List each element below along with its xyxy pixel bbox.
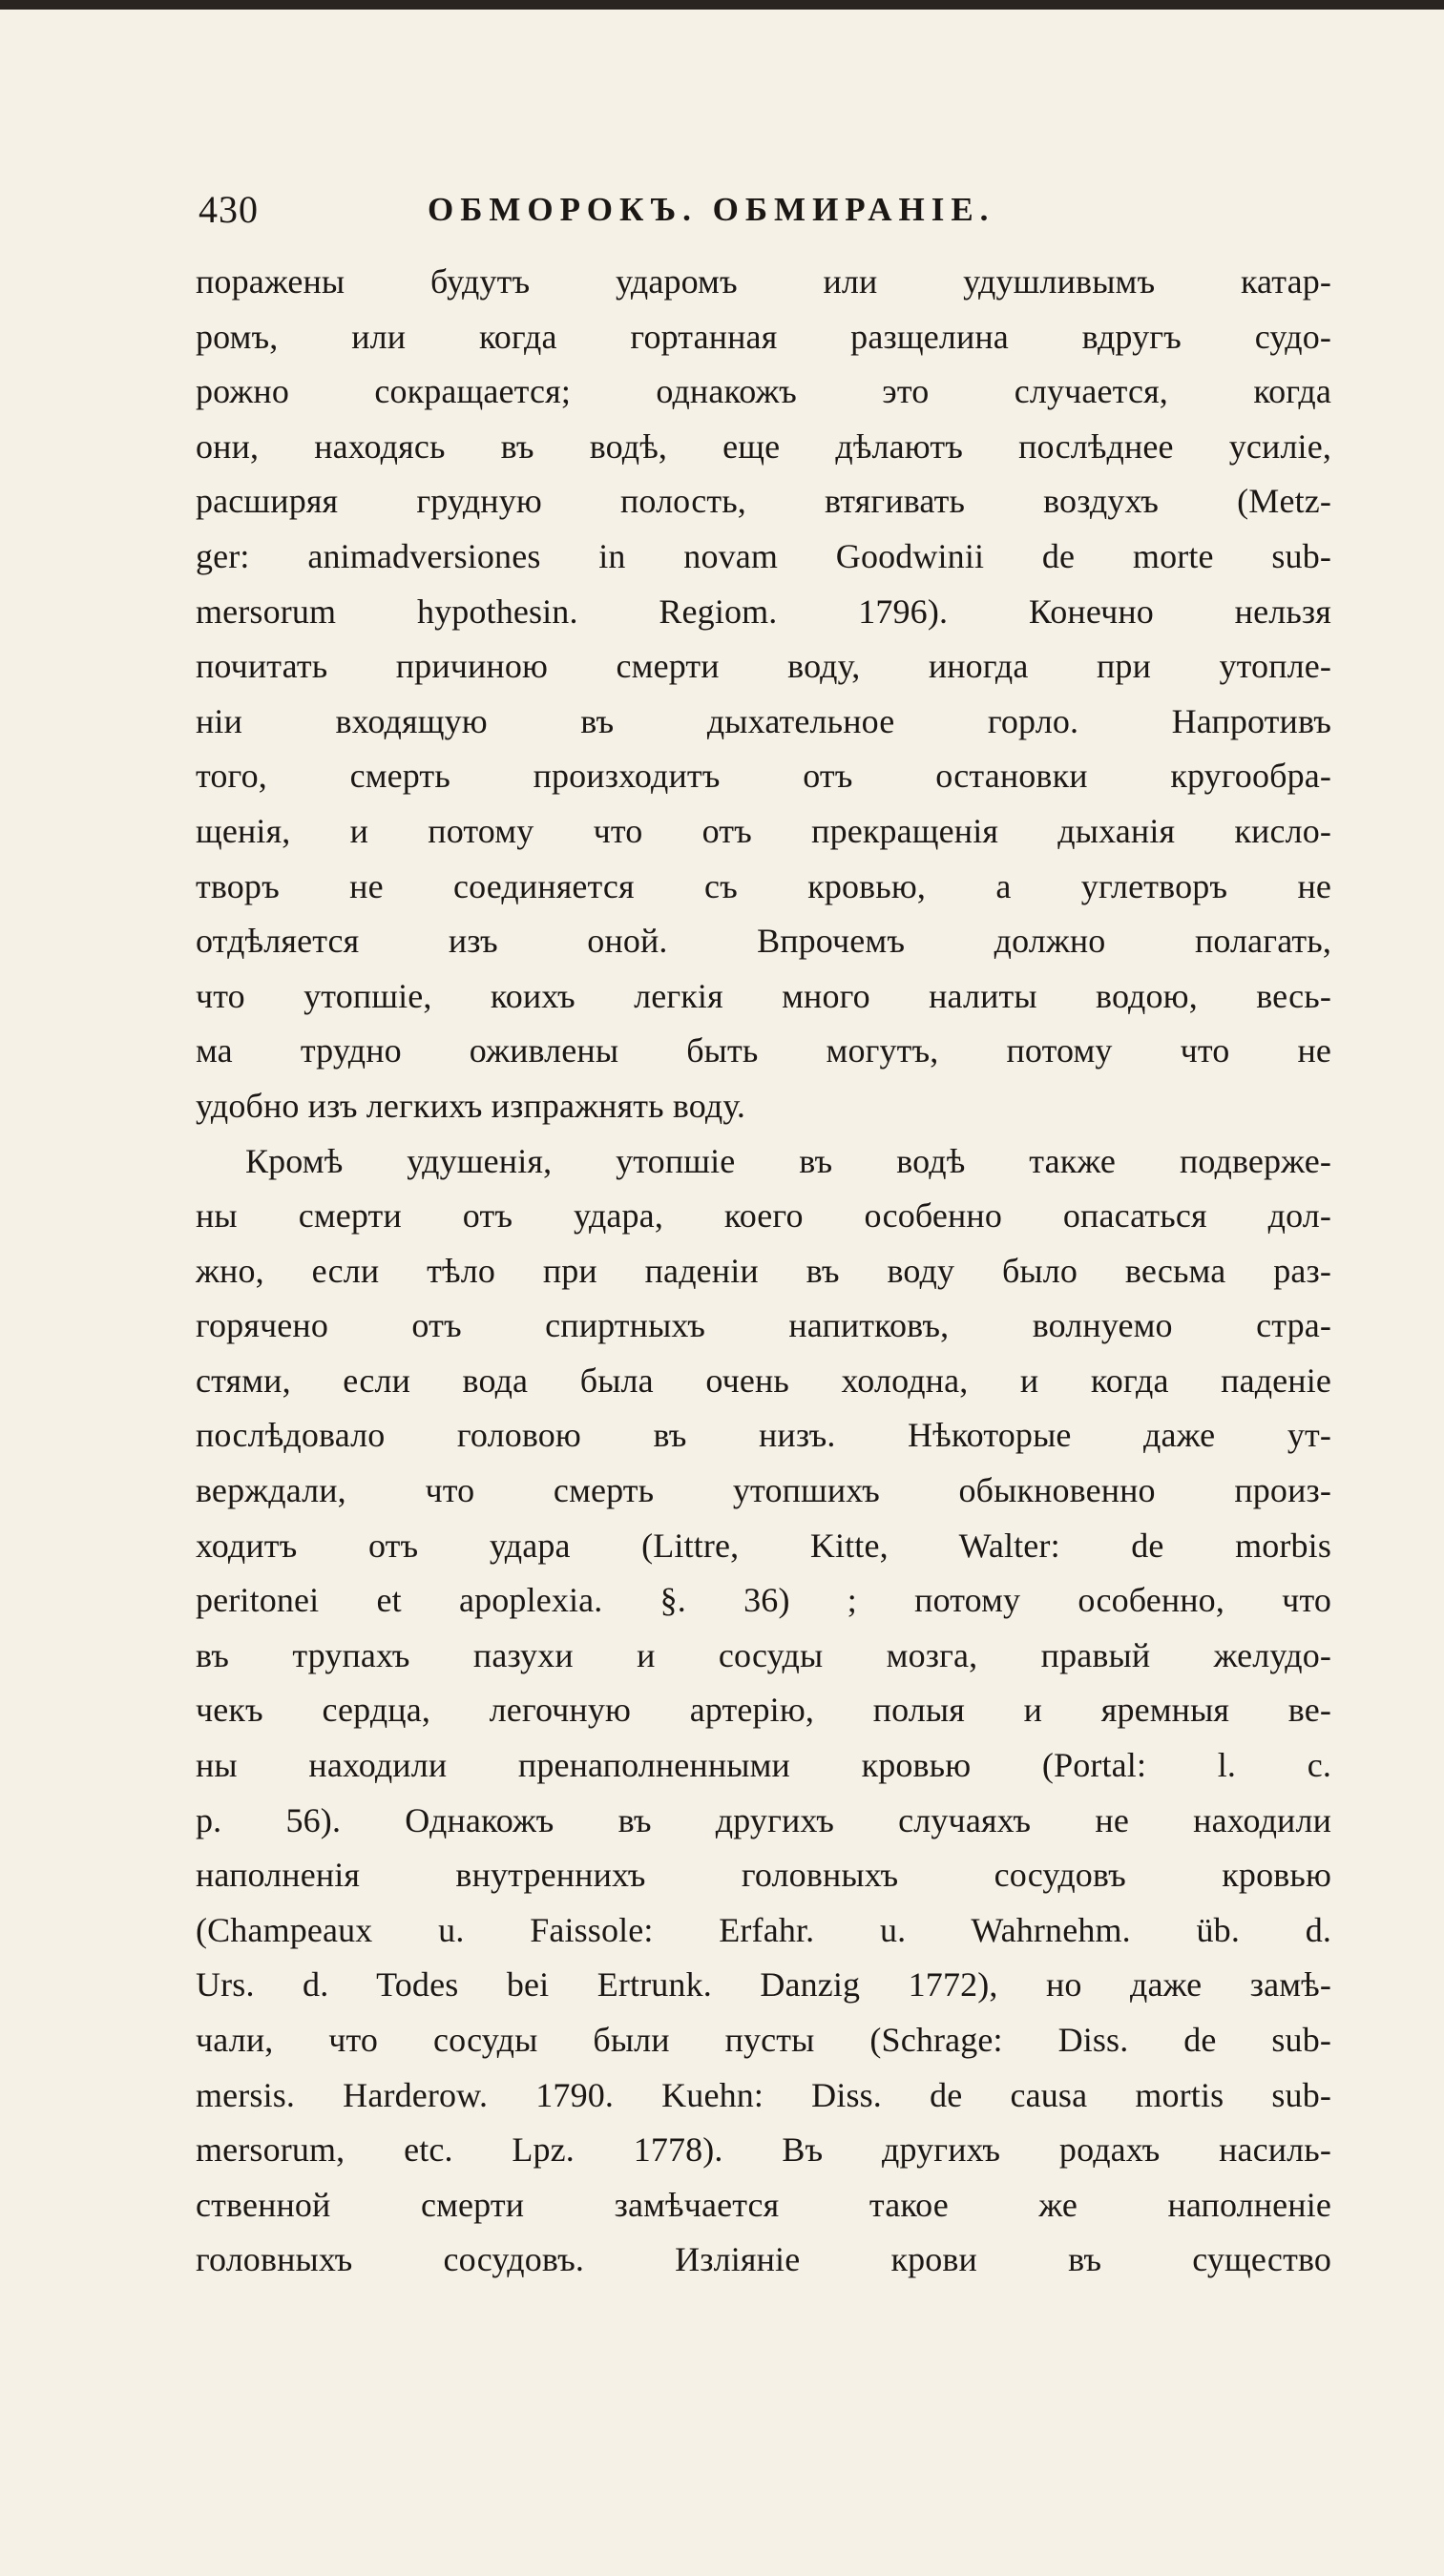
text-line: стями, если вода была очень холодна, и когда паденіе (196, 1361, 1331, 1400)
text-line: расширяя грудную полость, втягивать воздухъ (Metz- (196, 482, 1331, 521)
text-line: (Champeaux u. Faissole: Erfahr. u. Wahrnehm. üb. d. (196, 1910, 1331, 1949)
text-line: горячено отъ спиртныхъ напитковъ, волнуемо стра- (196, 1306, 1331, 1345)
running-title: ОБМОРОКЪ. ОБМИРАНІЕ. (428, 191, 995, 228)
text-line: что утопшіе, коихъ легкія много налиты водою, весь- (196, 976, 1331, 1015)
text-line: поражены будутъ ударомъ или удушливымъ катар- (196, 262, 1331, 301)
text-line: чали, что сосуды были пусты (Schrage: Diss. de sub- (196, 2021, 1331, 2059)
text-line: ны смерти отъ удара, коего особенно опасаться дол- (196, 1196, 1331, 1236)
text-line: верждали, что смерть утопшихъ обыкновенно произ- (196, 1471, 1331, 1510)
text-line: творъ не соединяется съ кровью, а углетворъ не (196, 866, 1331, 905)
text-line: они, находясь въ водѣ, еще дѣлаютъ послѣднее усиліе, (196, 426, 1331, 466)
text-line: Кромѣ удушенія, утопшіе въ водѣ также подверже- (245, 1141, 1331, 1180)
text-line: peritonei et apoplexia. §. 36) ; потому особенно, что (196, 1581, 1331, 1620)
text-line: ходитъ отъ удара (Littre, Kitte, Walter: de morbis (196, 1526, 1331, 1565)
text-line: ственной смерти замѣчается такое же наполненіе (196, 2185, 1331, 2224)
text-line: того, смерть произходитъ отъ остановки кругообра- (196, 757, 1331, 796)
text-line: головныхъ сосудовъ. Изліяніе крови въ существо (196, 2240, 1331, 2279)
body-text (196, 255, 1331, 2288)
text-line: чекъ сердца, легочную артерію, полыя и яремныя ве- (196, 1691, 1331, 1730)
text-line: ger: animadversiones in novam Goodwinii de morte sub- (196, 536, 1331, 575)
text-line: почитать причиною смерти воду, иногда при утопле- (196, 647, 1331, 686)
text-line: ма трудно оживлены быть могутъ, потому что не (196, 1031, 1331, 1070)
text-line: mersorum hypothesin. Regiom. 1796). Конечно нельзя (196, 592, 1331, 631)
text-line: ромъ, или когда гортанная разщелина вдругъ судо- (196, 317, 1331, 356)
text-line: Urs. d. Todes bei Ertrunk. Danzig 1772), но даже замѣ- (196, 1965, 1331, 2005)
text-line: рожно сокращается; однакожъ это случается, когда (196, 372, 1331, 411)
text-line: p. 56). Однакожъ въ другихъ случаяхъ не находили (196, 1800, 1331, 1839)
text-line: наполненія внутреннихъ головныхъ сосудовъ кровью (196, 1856, 1331, 1895)
text-line: отдѣляется изъ оной. Впрочемъ должно полагать, (196, 922, 1331, 961)
text-line: послѣдовало головою въ низъ. Нѣкоторые даже ут- (196, 1416, 1331, 1455)
page-header (199, 187, 1287, 244)
text-line: удобно изъ легкихъ изпражнять воду. (196, 1086, 746, 1125)
page-top-edge (0, 0, 1444, 10)
text-line: жно, если тѣло при паденіи въ воду было весьма раз- (196, 1251, 1331, 1290)
text-line: ны находили пренаполненными кровью (Portal: l. c. (196, 1746, 1331, 1785)
page-number: 430 (199, 188, 259, 231)
text-line: ніи входящую въ дыхательное горло. Напротивъ (196, 701, 1331, 740)
text-line: въ трупахъ пазухи и сосуды мозга, правый желудо- (196, 1635, 1331, 1674)
paragraph-2 (196, 1134, 1331, 2288)
paragraph-1 (196, 255, 1331, 1134)
text-line: mersorum, etc. Lpz. 1778). Въ другихъ родахъ насиль- (196, 2130, 1331, 2170)
text-line: щенія, и потому что отъ прекращенія дыханія кисло- (196, 811, 1331, 850)
text-line: mersis. Harderow. 1790. Kuehn: Diss. de causa mortis sub- (196, 2075, 1331, 2114)
